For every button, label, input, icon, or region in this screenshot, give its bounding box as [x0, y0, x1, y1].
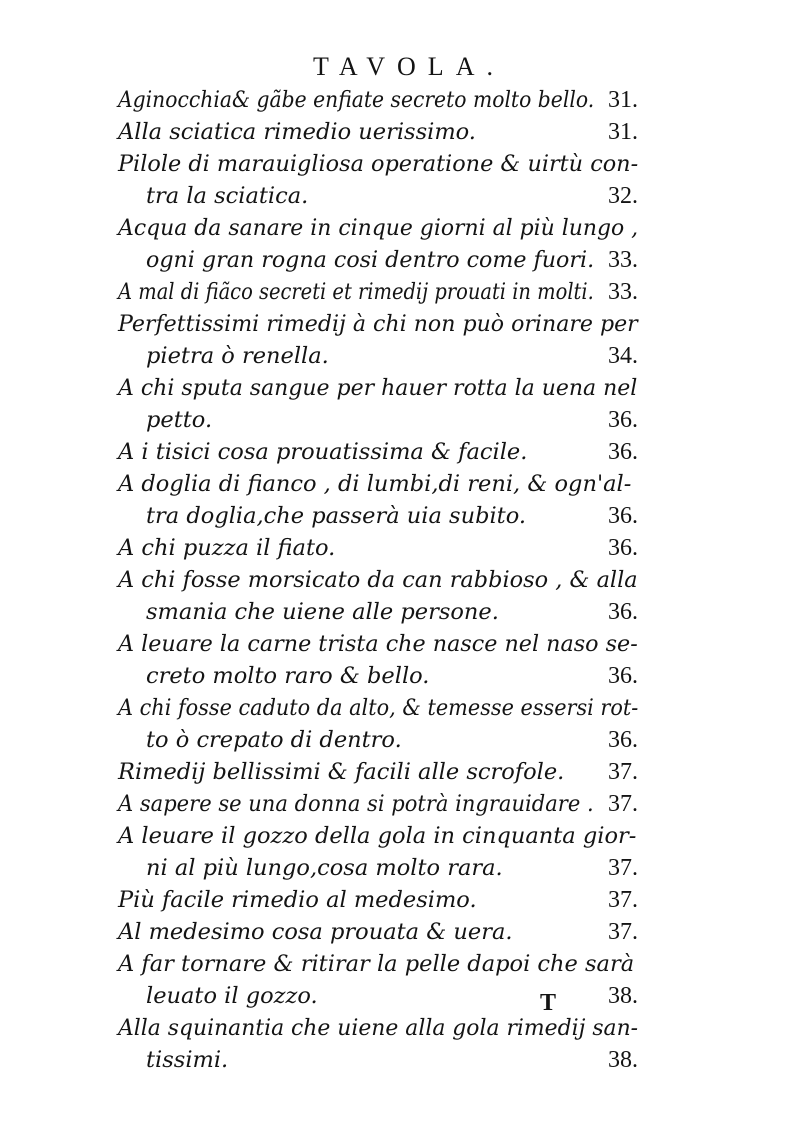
entry-text: tra doglia,che passerà uia subito. [146, 503, 527, 529]
page-number: 37. [608, 759, 638, 785]
entry-text: A leuare il gozzo della gola in cinquanta gior- [118, 823, 637, 849]
entry-text: A chi puzza il fiato. [118, 535, 336, 561]
page-number: 36. [608, 535, 638, 561]
entry-text: A leuare la carne trista che nasce nel naso se- [118, 631, 638, 657]
entry-text: Alla squinantia che uiene alla gola rimedij san- [118, 1015, 639, 1041]
entry-continuation-line [118, 724, 638, 756]
entry-text: tra la sciatica. [146, 183, 309, 209]
entry-text: petto. [146, 407, 213, 433]
entry-continuation-line [118, 660, 638, 692]
page-number: 38. [608, 983, 638, 1009]
index-entry [118, 308, 638, 372]
entry-text: to ò crepato di dentro. [146, 727, 402, 753]
entry-text: A chi fosse caduto da alto, & temesse essersi rot- [118, 695, 639, 721]
page-number: 36. [608, 663, 638, 689]
index-entry [118, 372, 638, 436]
entry-text: A i tisici cosa prouatissima & facile. [118, 439, 528, 465]
entry-continuation-line [118, 244, 638, 276]
index-entry [118, 628, 638, 692]
entry-continuation-line [118, 404, 638, 436]
index-entry [118, 884, 638, 916]
index-entry [118, 916, 638, 948]
entry-text: ni al più lungo,cosa molto rara. [146, 855, 503, 881]
entry-text: pietra ò renella. [146, 343, 329, 369]
entry-line [118, 884, 638, 916]
entry-line [118, 532, 638, 564]
index-entry [118, 436, 638, 468]
index-entry [118, 212, 638, 276]
page-number: 36. [608, 439, 638, 465]
entry-text: A far tornare & ritirar la pelle dapoi che sarà [118, 951, 635, 977]
entry-line [118, 916, 638, 948]
index-entry [118, 692, 638, 756]
entry-line [118, 948, 638, 980]
entry-text: Acqua da sanare in cinque giorni al più lungo , [118, 215, 639, 241]
entry-text: smania che uiene alle persone. [146, 599, 499, 625]
page-number: 36. [608, 599, 638, 625]
entry-text: creto molto raro & bello. [146, 663, 430, 689]
entry-line [118, 468, 638, 500]
entry-text: Alla sciatica rimedio uerissimo. [118, 119, 476, 145]
entry-text: Rimedij bellissimi & facili alle scrofole. [118, 759, 565, 785]
page-number: 37. [608, 887, 638, 913]
entry-text: A doglia di fianco , di lumbi,di reni, & ogn'al- [118, 471, 632, 497]
entry-line [118, 212, 638, 244]
page-number: 31. [608, 87, 638, 113]
index-entry [118, 148, 638, 212]
entry-text: tissimi. [146, 1047, 229, 1073]
entry-line [118, 372, 638, 404]
entry-line [118, 756, 638, 788]
entry-continuation-line [118, 180, 638, 212]
entry-line [118, 116, 638, 148]
entry-text: Più facile rimedio al medesimo. [118, 887, 477, 913]
page-number: 36. [608, 727, 638, 753]
entry-text: Pilole di marauigliosa operatione & uirtù con- [118, 151, 639, 177]
page-number: 31. [608, 119, 638, 145]
index-entry [118, 756, 638, 788]
index-entry [118, 788, 638, 820]
index-entry [118, 948, 638, 1012]
entry-text: Al medesimo cosa prouata & uera. [118, 919, 513, 945]
index-entry [118, 820, 638, 884]
entry-text: leuato il gozzo. [146, 983, 318, 1009]
entry-line [118, 692, 638, 724]
index-entry [118, 84, 638, 116]
entry-line [118, 436, 638, 468]
entry-text: Perfettissimi rimedij à chi non può orinare per [118, 311, 638, 337]
entry-continuation-line [118, 852, 638, 884]
entry-text: Aginocchia& gãbe enfiate secreto molto bello. [118, 87, 595, 113]
page-number: 37. [608, 791, 638, 817]
page-number: 38. [608, 1047, 638, 1073]
catchword: T [540, 990, 557, 1016]
entry-continuation-line [118, 596, 638, 628]
index-entry [118, 468, 638, 532]
entry-line [118, 308, 638, 340]
index-entry [118, 1012, 638, 1076]
entry-line [118, 84, 638, 116]
entry-continuation-line [118, 1044, 638, 1076]
page-number: 33. [608, 279, 638, 305]
entry-line [118, 788, 638, 820]
entry-continuation-line [118, 500, 638, 532]
page-number: 37. [608, 855, 638, 881]
index-entry [118, 276, 638, 308]
page-number: 34. [608, 343, 638, 369]
entry-continuation-line [118, 340, 638, 372]
page-number: 37. [608, 919, 638, 945]
page-number: 36. [608, 407, 638, 433]
entry-line [118, 148, 638, 180]
entry-continuation-line [118, 980, 638, 1012]
page-number: 32. [608, 183, 638, 209]
entry-text: A chi sputa sangue per hauer rotta la uena nel [118, 375, 638, 401]
page-number: 36. [608, 503, 638, 529]
entry-text: ogni gran rogna cosi dentro come fuori. [146, 247, 595, 273]
entry-line [118, 1012, 638, 1044]
index-entry [118, 564, 638, 628]
page-number: 33. [608, 247, 638, 273]
entry-text: A chi fosse morsicato da can rabbioso , & alla [118, 567, 638, 593]
entry-line [118, 628, 638, 660]
index-entries [118, 84, 638, 1076]
index-entry [118, 116, 638, 148]
running-header: TAVOLA. [313, 52, 505, 81]
entry-text: A mal di fiãco secreti et rimedij prouati in molti. [118, 279, 594, 305]
entry-line [118, 564, 638, 596]
index-entry [118, 532, 638, 564]
entry-line [118, 820, 638, 852]
entry-line [118, 276, 638, 308]
entry-text: A sapere se una donna si potrà ingrauidare . [118, 791, 594, 817]
